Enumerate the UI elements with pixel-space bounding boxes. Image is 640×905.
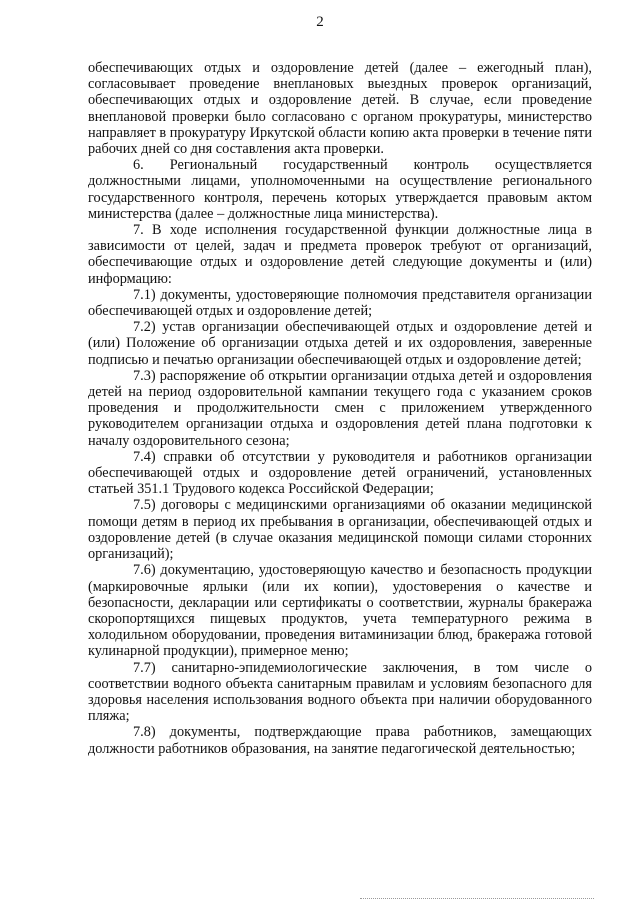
- paragraph-7-6: 7.6) документацию, удостоверяющую качество и безопасность продукции (маркировочные ярлыки (или их копии), удостоверения о качестве и безопасности, декларации или сертификаты о соответствии, журналы бракеража скоропортящихся пищевых продуктов, учета температурного режима в холодильном оборудовании, проведения витаминизации блюд, бракеража готовой кулинарной продукции), примерное меню;: [88, 562, 592, 660]
- paragraph-7-2: 7.2) устав организации обеспечивающей отдых и оздоровление детей и (или) Положение об организации отдыха детей и их оздоровления, заверенные подписью и печатью организации обеспечивающей отдых и оздоровление детей;: [88, 319, 592, 368]
- paragraph-7-3: 7.3) распоряжение об открытии организации отдыха детей и оздоровления детей на период оздоровительной кампании текущего года с указанием сроков проведения и продолжительности смен с приложением утвержденного руководителем организации отдыха и оздоровления детей плана подготовки к началу оздоровительного сезона;: [88, 367, 592, 449]
- paragraph-7-5: 7.5) договоры с медицинскими организациями об оказании медицинской помощи детям в период их пребывания в организации, обеспечивающей отдых и оздоровление детей (в случае оказания медицинской помощи силами сторонних организаций);: [88, 497, 592, 563]
- paragraph-7: 7. В ходе исполнения государственной функции должностные лица в зависимости от целей, задач и предмета проверок требуют от организаций, обеспечивающие отдых и оздоровление детей следующие документы и (или) информацию:: [88, 222, 592, 287]
- page-number: 2: [316, 14, 324, 30]
- paragraph-7-7: 7.7) санитарно-эпидемиологические заключения, в том числе о соответствии водного объекта санитарным правилам и условиям безопасного для здоровья населения использования водного объекта при наличии оборудованного пляжа;: [88, 659, 592, 725]
- paragraph-7-1: 7.1) документы, удостоверяющие полномочия представителя организации обеспечивающей отдых и оздоровление детей;: [88, 286, 592, 320]
- paragraph-7-8: 7.8) документы, подтверждающие права работников, замещающих должности работников образования, на занятие педагогической деятельностью;: [88, 724, 592, 757]
- paragraph-continuation: обеспечивающих отдых и оздоровление детей (далее – ежегодный план), согласовывает проведение внеплановых выездных проверок организаций, обеспечивающих отдых и оздоровление детей. В случае, если проведение внеплановой проверки было согласовано с органом прокуратуры, министерство направляет в прокуратуру Иркутской области копию акта проверки в течение пяти рабочих дней со дня составления акта проверки.: [88, 60, 592, 158]
- paragraph-7-4: 7.4) справки об отсутствии у руководителя и работников организации обеспечивающей отдых и оздоровление детей ограничений, установленных статьей 351.1 Трудового кодекса Российской Федерации;: [88, 448, 592, 498]
- footer-dotted-line: [360, 898, 594, 899]
- document-body: [88, 60, 592, 757]
- paragraph-6: 6. Региональный государственный контроль осуществляется должностными лицами, уполномоченными на осуществление регионального государственного контроля, перечень которых утверждается правовым актом министерства (далее – должностные лица министерства).: [88, 157, 592, 222]
